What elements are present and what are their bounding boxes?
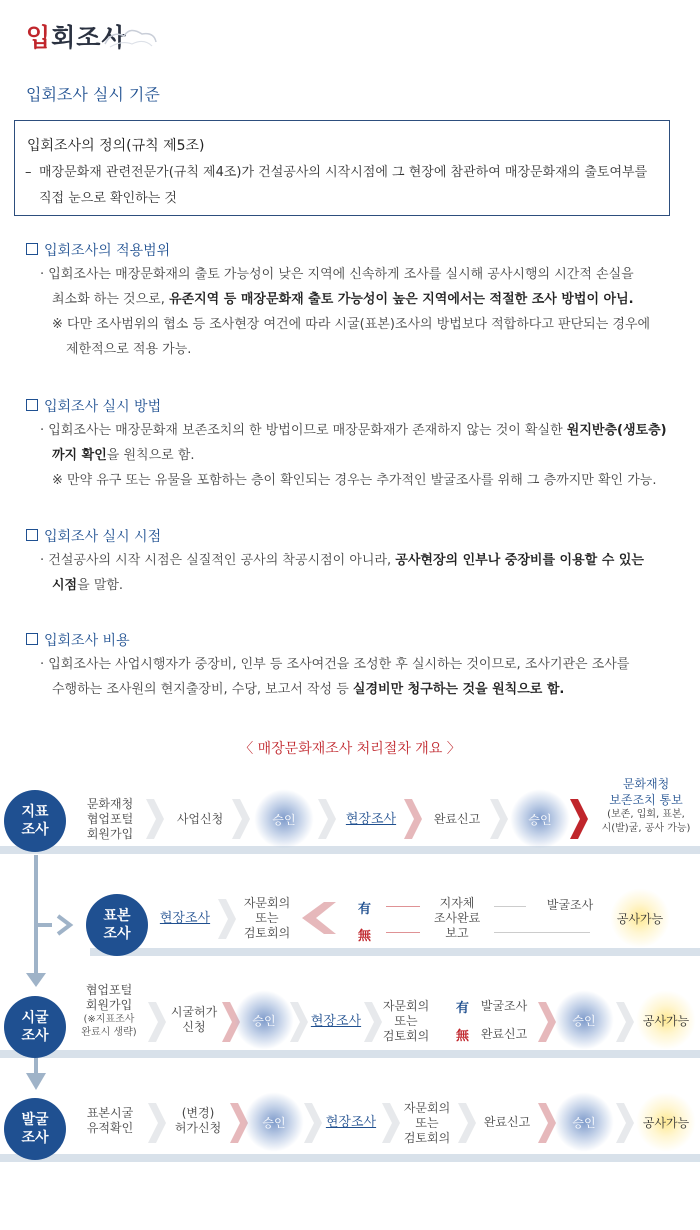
section-body-method: · 입회조사는 매장문화재 보존조치의 한 방법이므로 매장문화재가 존재하지 않는 것이 확실한 원지반층(생토층) 까지 확인을 원칙으로 함. ※ 만약 유구 또는 유물을 포함하는 층이 확인되는 경우는 추가적인 발굴조사를 위해 그 층까지만 확인 가능. bbox=[40, 423, 667, 488]
row-band bbox=[0, 1154, 700, 1162]
step-field-survey-link[interactable]: 현장조사 bbox=[159, 910, 211, 926]
branch-line bbox=[494, 906, 526, 907]
step-council: 자문회의 또는 검토회의 bbox=[382, 998, 430, 1043]
stage-pyobon[interactable]: 표본 조사 bbox=[86, 894, 148, 956]
step-approval: 승인 bbox=[234, 990, 294, 1050]
step-field-survey-link[interactable]: 현장조사 bbox=[325, 1114, 377, 1130]
step-field-survey-link[interactable]: 현장조사 bbox=[345, 811, 397, 827]
step-report: 완료신고 bbox=[483, 1114, 531, 1129]
chevron-right-icon bbox=[568, 797, 590, 841]
step-signup: 문화재청 협업포털 회원가입 bbox=[86, 796, 134, 841]
arrow-right-icon bbox=[52, 912, 78, 938]
chevron-right-icon bbox=[316, 797, 338, 841]
branch-line bbox=[494, 932, 590, 933]
yes-label: 有 bbox=[456, 1001, 470, 1016]
step-approval: 승인 bbox=[244, 1092, 304, 1152]
step-apply: 사업신청 bbox=[176, 811, 224, 826]
chevron-right-icon bbox=[216, 897, 238, 941]
step-permit: 시굴허가 신청 bbox=[170, 1005, 218, 1034]
stage-sigul[interactable]: 시굴 조사 bbox=[4, 996, 66, 1058]
branch-line bbox=[386, 932, 420, 933]
section-body-scope: · 입회조사는 매장문화재의 출토 가능성이 낮은 지역에 신속하게 조사를 실시해 공사시행의 시간적 손실을 최소화 하는 것으로, 유존지역 등 매장문화재 출토 가능성이 높은 지역에서는 적절한 조사 방법이 아님. ※ 다만 조사범위의 협소 등 조사현장 여건에 따라 시굴(표본)조사의 방법보다 적합하다고 판단되는 경우에 제한적으로 적용 가능. bbox=[40, 267, 651, 357]
stage-jipyo[interactable]: 지표 조사 bbox=[4, 790, 66, 852]
step-approval: 승인 bbox=[254, 789, 314, 849]
square-bullet-icon bbox=[26, 243, 38, 255]
no-label: 無 bbox=[358, 929, 372, 944]
chevron-right-icon bbox=[614, 1000, 636, 1044]
section-title-timing: 입회조사 실시 시점 bbox=[26, 526, 161, 546]
step-construction-ok: 공사가능 bbox=[610, 888, 670, 948]
step-approval: 승인 bbox=[510, 789, 570, 849]
section-title-cost: 입회조사 비용 bbox=[26, 630, 130, 650]
step-approval: 승인 bbox=[554, 990, 614, 1050]
section-title-method: 입회조사 실시 방법 bbox=[26, 396, 161, 416]
logo[interactable]: 입회조사 bbox=[26, 23, 127, 52]
yes-label: 有 bbox=[358, 902, 372, 917]
square-bullet-icon bbox=[26, 529, 38, 541]
square-bullet-icon bbox=[26, 399, 38, 411]
step-local-report: 지자체 조사완료 보고 bbox=[433, 895, 481, 940]
chevron-right-icon bbox=[402, 797, 424, 841]
step-report: 완료신고 bbox=[480, 1026, 528, 1041]
section-body-timing: · 건설공사의 시작 시점은 실질적인 공사의 착공시점이 아니라, 공사현장의 인부나 중장비를 이용할 수 있는 시점을 말함. bbox=[40, 553, 644, 593]
definition-box bbox=[14, 120, 670, 216]
step-excavation: 발굴조사 bbox=[480, 998, 528, 1013]
chevron-right-icon bbox=[144, 797, 166, 841]
chevron-right-icon bbox=[488, 797, 510, 841]
branch-line bbox=[386, 906, 420, 907]
branch-chevron-icon bbox=[300, 900, 340, 936]
step-report: 완료신고 bbox=[433, 811, 481, 826]
chevron-right-icon bbox=[146, 1101, 168, 1145]
step-site-confirm: 표본시굴 유적확인 bbox=[86, 1106, 134, 1135]
step-permit: (변경) 허가신청 bbox=[174, 1106, 222, 1135]
flow-arrows-icon bbox=[22, 855, 52, 1095]
row-band bbox=[0, 846, 700, 854]
step-signup: 협업포털 회원가입 (※지표조사 완료시 생략) bbox=[81, 983, 137, 1038]
chevron-right-icon bbox=[146, 1000, 168, 1044]
step-notice: 문화재청 보존조치 통보 (보존, 입회, 표본, 시(발)굴, 공사 가능) bbox=[601, 777, 691, 834]
step-field-survey-link[interactable]: 현장조사 bbox=[310, 1013, 362, 1029]
square-bullet-icon bbox=[26, 633, 38, 645]
stage-balgul[interactable]: 발굴 조사 bbox=[4, 1098, 66, 1160]
chevron-right-icon bbox=[456, 1101, 478, 1145]
definition-body: – 매장문화재 관련전문가(규칙 제4조)가 건설공사의 시작시점에 그 현장에 참관하여 매장문화재의 출토여부를 직접 눈으로 확인하는 것 bbox=[25, 165, 648, 206]
step-approval: 승인 bbox=[554, 1092, 614, 1152]
chevron-right-icon bbox=[230, 797, 252, 841]
row-band bbox=[0, 1050, 700, 1058]
step-construction-ok: 공사가능 bbox=[636, 1092, 696, 1152]
row-band bbox=[90, 948, 700, 956]
step-council: 자문회의 또는 검토회의 bbox=[243, 895, 291, 940]
cloud-ornament-icon bbox=[100, 22, 160, 52]
no-label: 無 bbox=[456, 1029, 470, 1044]
page-title: 입회조사 실시 기준 bbox=[26, 85, 160, 104]
procedure-title: 〈 매장문화재조사 처리절차 개요 〉 bbox=[239, 741, 461, 757]
chevron-right-icon bbox=[614, 1101, 636, 1145]
section-body-cost: · 입회조사는 사업시행자가 중장비, 인부 등 조사여건을 조성한 후 실시하는 것이므로, 조사기관은 조사를 수행하는 조사원의 현지출장비, 수당, 보고서 작성 등 실경비만 청구하는 것을 원칙으로 함. bbox=[40, 657, 630, 697]
definition-title: 입회조사의 정의(규칙 제5조) bbox=[27, 138, 205, 154]
step-excavation: 발굴조사 bbox=[546, 897, 594, 912]
step-council: 자문회의 또는 검토회의 bbox=[403, 1100, 451, 1145]
step-construction-ok: 공사가능 bbox=[636, 990, 696, 1050]
section-title-scope: 입회조사의 적용범위 bbox=[26, 240, 170, 260]
